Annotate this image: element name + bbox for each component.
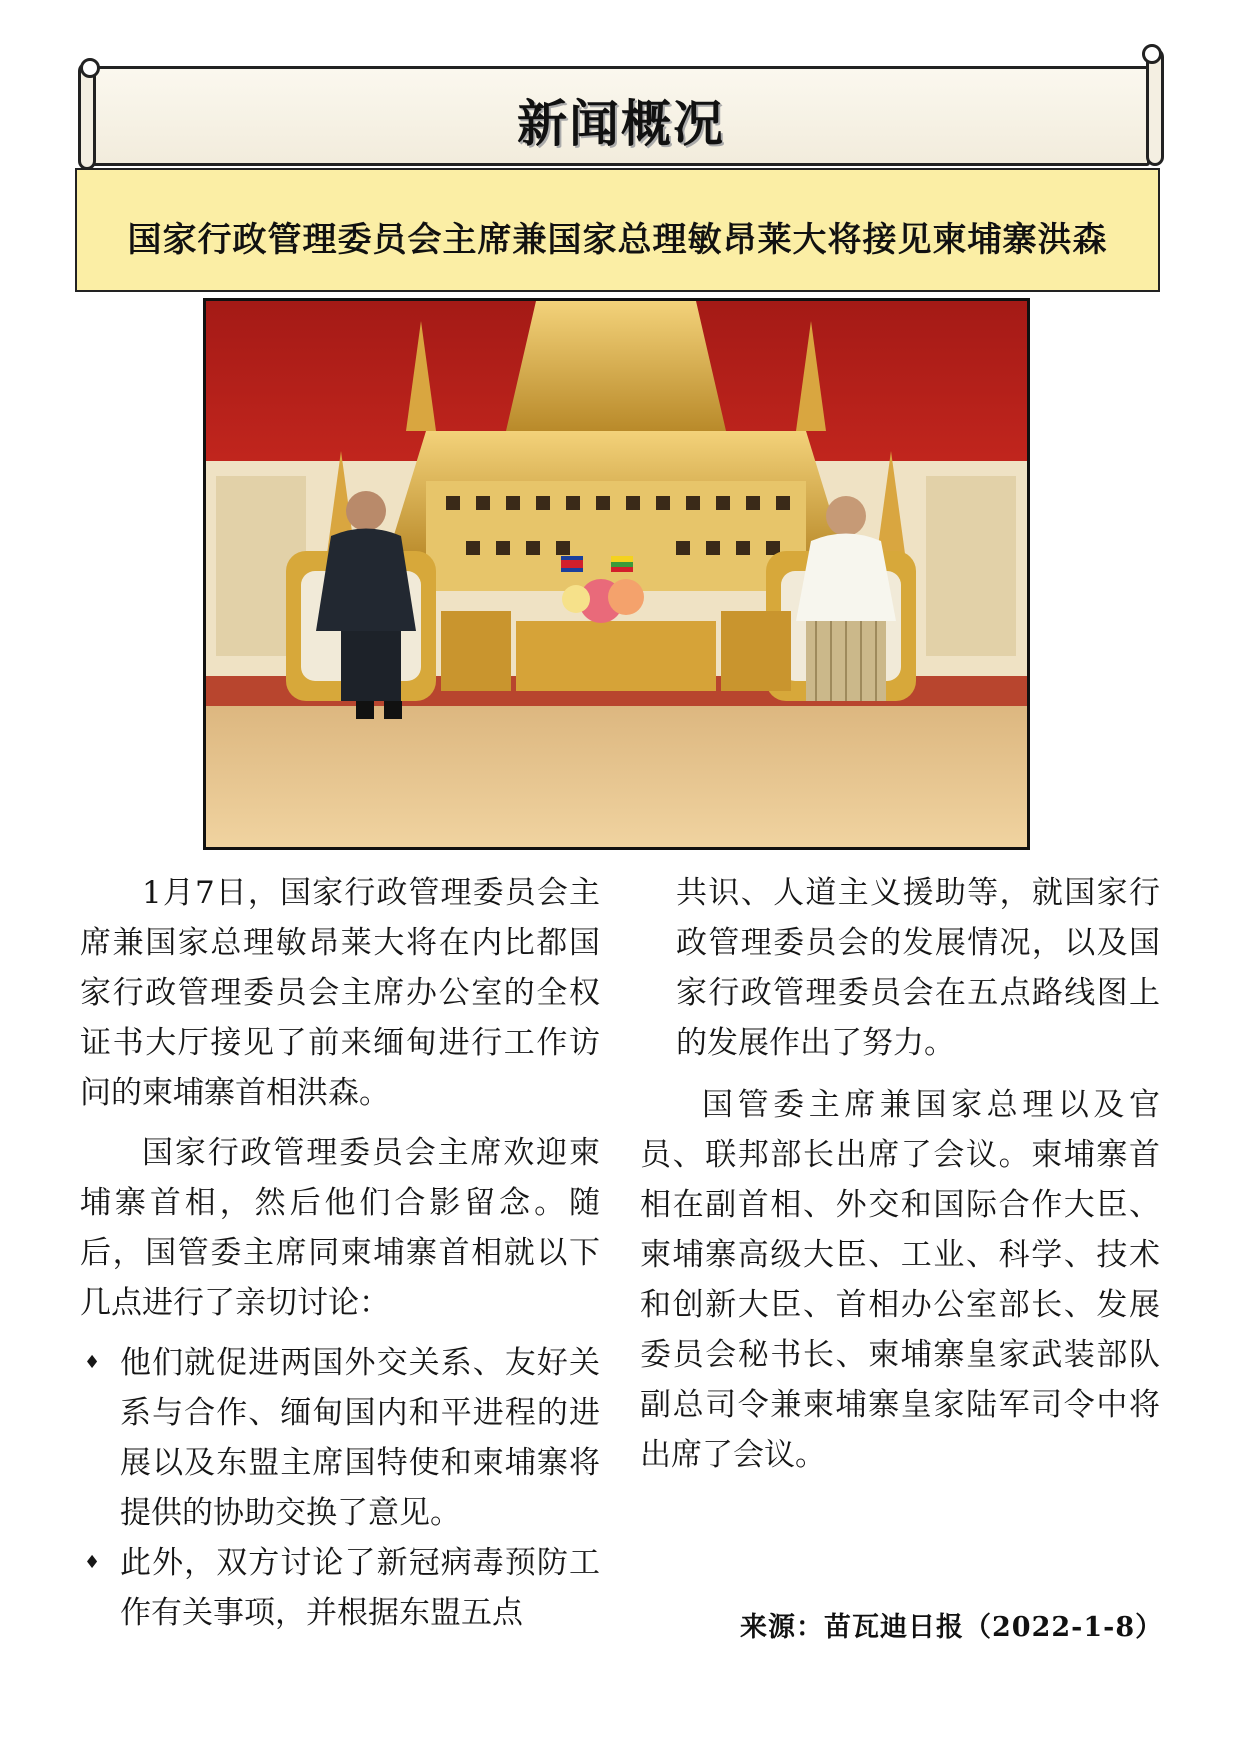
news-photo — [203, 298, 1030, 850]
article-column-left — [80, 868, 600, 1638]
page-title: 新闻概况 — [517, 95, 725, 153]
photo-meeting-illustration — [206, 301, 1027, 847]
article-column-right — [640, 868, 1160, 1490]
diamond-bullet-icon: ♦ — [84, 1352, 101, 1373]
source-credit: 来源：苗瓦迪日报（2022-1-8） — [740, 1612, 1164, 1643]
headline-box — [75, 168, 1160, 292]
scroll-knob-right — [1142, 44, 1162, 64]
headline: 国家行政管理委员会主席兼国家总理敏昂莱大将接见柬埔寨洪森 — [127, 220, 1108, 260]
bullet-item-2 — [80, 1538, 600, 1638]
bullet-text-2: 此外，双方讨论了新冠病毒预防工作有关事项，并根据东盟五点 — [120, 1545, 600, 1631]
article-paragraph-1: 1月7日，国家行政管理委员会主席兼国家总理敏昂莱大将在内比都国家行政管理委员会主席办公室的全权证书大厅接见了前来缅甸进行工作访问的柬埔寨首相洪森。 — [80, 875, 600, 1111]
bullet-text-2-continued: 共识、人道主义援助等，就国家行政管理委员会的发展情况，以及国家行政管理委员会在五点路线图上的发展作出了努力。 — [676, 875, 1160, 1061]
scroll-knob-left — [80, 58, 100, 78]
bullet-item-1 — [80, 1338, 600, 1538]
article-paragraph-2: 国家行政管理委员会主席欢迎柬埔寨首相，然后他们合影留念。随后，国管委主席同柬埔寨首相就以下几点进行了亲切讨论： — [80, 1135, 600, 1321]
title-banner — [78, 62, 1164, 170]
diamond-bullet-icon: ♦ — [84, 1552, 101, 1573]
bullet-text-1: 他们就促进两国外交关系、友好关系与合作、缅甸国内和平进程的进展以及东盟主席国特使和柬埔寨将提供的协助交换了意见。 — [120, 1345, 600, 1531]
article-paragraph-3: 国管委主席兼国家总理以及官员、联邦部长出席了会议。柬埔寨首相在副首相、外交和国际合作大臣、柬埔寨高级大臣、工业、科学、技术和创新大臣、首相办公室部长、发展委员会秘书长、柬埔寨皇家武装部队副总司令兼柬埔寨皇家陆军司令中将出席了会议。 — [640, 1087, 1160, 1473]
